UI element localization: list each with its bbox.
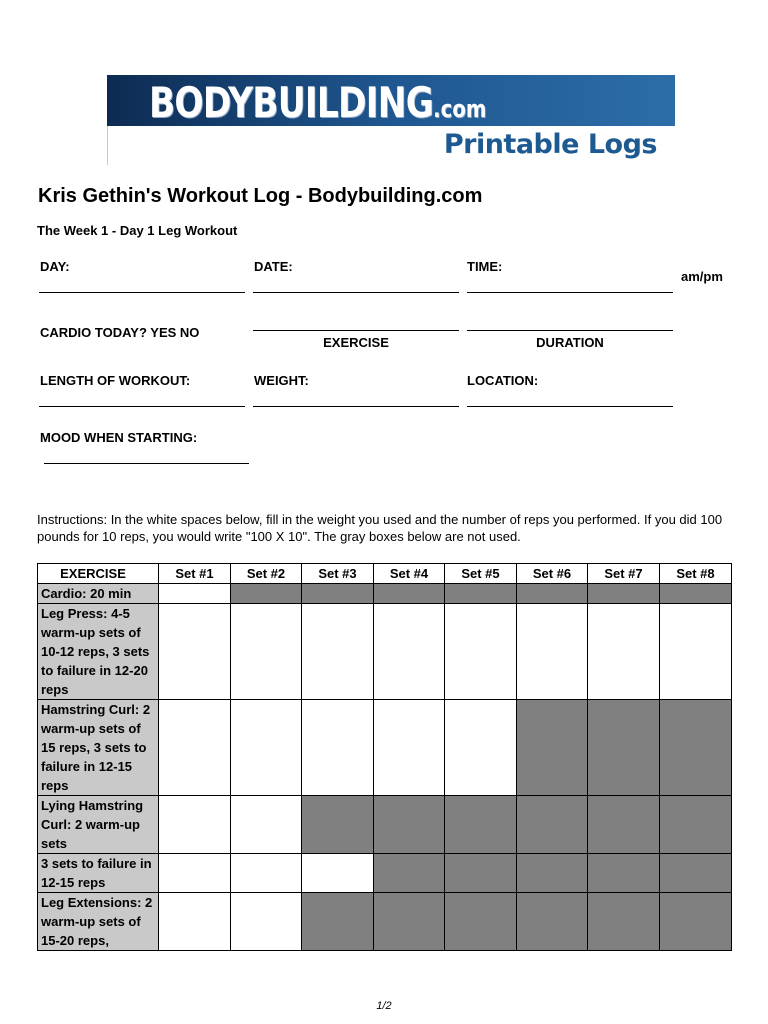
workout-log-table xyxy=(37,563,732,951)
bodybuilding-logo xyxy=(149,78,487,131)
header-set-6: Set #6 xyxy=(517,564,588,584)
set-cell[interactable] xyxy=(159,584,231,604)
weight-field[interactable] xyxy=(253,406,459,407)
length-of-workout-field[interactable] xyxy=(39,406,245,407)
set-cell[interactable] xyxy=(231,893,302,951)
unused-cell xyxy=(374,584,445,604)
set-cell[interactable] xyxy=(588,604,660,700)
unused-cell xyxy=(374,854,445,893)
unused-cell xyxy=(445,854,517,893)
ampm-label: am/pm xyxy=(681,269,723,284)
page-subtitle: The Week 1 - Day 1 Leg Workout xyxy=(37,223,238,238)
unused-cell xyxy=(517,796,588,854)
date-label: DATE: xyxy=(254,259,293,274)
mood-when-starting-label: MOOD WHEN STARTING: xyxy=(40,430,198,445)
unused-cell xyxy=(588,893,660,951)
cardio-today-label: CARDIO TODAY? YES NO xyxy=(40,325,200,340)
header-set-1: Set #1 xyxy=(159,564,231,584)
unused-cell xyxy=(517,893,588,951)
mood-field[interactable] xyxy=(44,463,249,464)
instructions-text: Instructions: In the white spaces below, fill in the weight you used and the number of reps you performed. If you did 100 pounds for 10 reps, you would write "100 X 10". The gray boxes below are not used. xyxy=(37,512,723,544)
exercise-cell: Cardio: 20 min xyxy=(38,584,159,604)
set-cell[interactable] xyxy=(231,604,302,700)
exercise-cell: Hamstring Curl: 2 warm-up sets of 15 reps, 3 sets to failure in 12-15 reps xyxy=(38,700,159,796)
unused-cell xyxy=(302,584,374,604)
header-set-5: Set #5 xyxy=(445,564,517,584)
set-cell[interactable] xyxy=(302,700,374,796)
page-number: 1/2 xyxy=(376,1000,392,1012)
unused-cell xyxy=(660,893,732,951)
day-field[interactable] xyxy=(39,292,245,293)
unused-cell xyxy=(660,854,732,893)
set-cell[interactable] xyxy=(159,796,231,854)
page-title: Kris Gethin's Workout Log - Bodybuilding.com xyxy=(38,185,483,207)
unused-cell xyxy=(660,700,732,796)
header-set-8: Set #8 xyxy=(660,564,732,584)
exercise-cell: Leg Extensions: 2 warm-up sets of 15-20 reps, xyxy=(38,893,159,951)
banner-divider xyxy=(107,126,108,165)
unused-cell xyxy=(660,584,732,604)
unused-cell xyxy=(660,796,732,854)
exercise-cell: Lying Hamstring Curl: 2 warm-up sets xyxy=(38,796,159,854)
length-of-workout-label: LENGTH OF WORKOUT: xyxy=(40,373,191,388)
set-cell[interactable] xyxy=(445,604,517,700)
header-set-7: Set #7 xyxy=(588,564,660,584)
table-header-row xyxy=(38,564,732,584)
weight-label: WEIGHT: xyxy=(254,373,309,388)
table-row xyxy=(38,604,732,700)
location-field[interactable] xyxy=(467,406,673,407)
set-cell[interactable] xyxy=(302,604,374,700)
unused-cell xyxy=(374,893,445,951)
set-cell[interactable] xyxy=(517,604,588,700)
table-row xyxy=(38,796,732,854)
unused-cell xyxy=(445,893,517,951)
set-cell[interactable] xyxy=(231,796,302,854)
unused-cell xyxy=(445,796,517,854)
unused-cell xyxy=(517,700,588,796)
logo-main: BODYBUILDING xyxy=(149,78,434,127)
unused-cell xyxy=(302,893,374,951)
logo-suffix: .com xyxy=(433,95,487,123)
unused-cell xyxy=(517,854,588,893)
header-exercise: EXERCISE xyxy=(38,564,159,584)
time-label: TIME: xyxy=(467,259,503,274)
set-cell[interactable] xyxy=(302,854,374,893)
header-set-2: Set #2 xyxy=(231,564,302,584)
set-cell[interactable] xyxy=(374,604,445,700)
exercise-cell: Leg Press: 4-5 warm-up sets of 10-12 reps, 3 sets to failure in 12-20 reps xyxy=(38,604,159,700)
exercise-cell: 3 sets to failure in 12-15 reps xyxy=(38,854,159,893)
set-cell[interactable] xyxy=(159,700,231,796)
set-cell[interactable] xyxy=(159,893,231,951)
set-cell[interactable] xyxy=(660,604,732,700)
unused-cell xyxy=(588,584,660,604)
unused-cell xyxy=(374,796,445,854)
unused-cell xyxy=(588,796,660,854)
exercise-label: EXERCISE xyxy=(323,335,389,350)
duration-label: DURATION xyxy=(536,335,604,350)
table-row xyxy=(38,584,732,604)
set-cell[interactable] xyxy=(231,854,302,893)
day-label: DAY: xyxy=(40,259,70,274)
header-set-3: Set #3 xyxy=(302,564,374,584)
table-row xyxy=(38,854,732,893)
bodybuilding-banner xyxy=(107,75,675,165)
set-cell[interactable] xyxy=(231,700,302,796)
unused-cell xyxy=(517,584,588,604)
set-cell[interactable] xyxy=(159,604,231,700)
header-set-4: Set #4 xyxy=(374,564,445,584)
unused-cell xyxy=(445,584,517,604)
unused-cell xyxy=(588,854,660,893)
set-cell[interactable] xyxy=(159,854,231,893)
set-cell[interactable] xyxy=(374,700,445,796)
location-label: LOCATION: xyxy=(467,373,539,388)
table-row xyxy=(38,700,732,796)
time-field[interactable] xyxy=(467,292,673,293)
date-field[interactable] xyxy=(253,292,459,293)
cardio-exercise-field[interactable] xyxy=(253,330,459,331)
table-row xyxy=(38,893,732,951)
printable-logs-label: Printable Logs xyxy=(443,129,657,160)
unused-cell xyxy=(231,584,302,604)
set-cell[interactable] xyxy=(445,700,517,796)
unused-cell xyxy=(302,796,374,854)
unused-cell xyxy=(588,700,660,796)
cardio-duration-field[interactable] xyxy=(467,330,673,331)
